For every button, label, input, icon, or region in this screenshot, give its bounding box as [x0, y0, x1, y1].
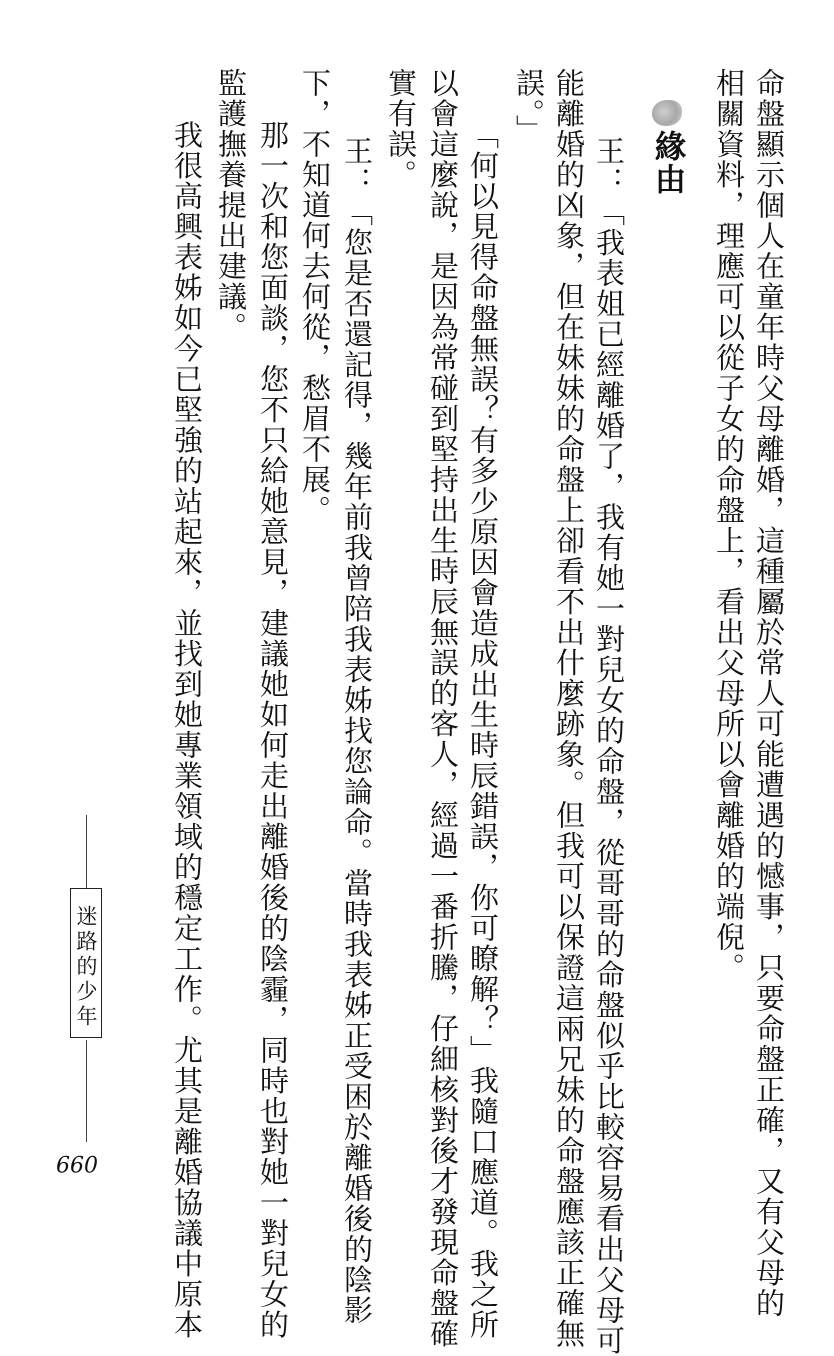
- running-title-rule-top: [86, 815, 87, 888]
- text-column-12: 監護撫養提出建議。: [214, 68, 248, 343]
- running-title-box: [70, 888, 102, 1038]
- text-column-13: 我很高興表姊如今已堅強的站起來，並找到她專業領域的穩定工作。尤其是離婚協議中原本: [170, 120, 204, 1340]
- section-heading: [644, 100, 688, 200]
- text-column-11: 那一次和您面談，您不只給她意見，建議她如何走出離婚後的陰霾，同時也對她一對兒女的: [256, 120, 290, 1340]
- text-column-4: 能離婚的凶象，但在妹妹的命盤上卻看不出什麼跡象。但我可以保證這兩兄妹的命盤應該正確無: [552, 68, 586, 1349]
- text-column-5: 誤。」: [512, 68, 546, 145]
- text-column-7: 以會這麼說，是因為常碰到堅持出生時辰無誤的客人，經過一番折騰，仔細核對後才發現命盤確: [426, 68, 460, 1349]
- page-number: 099: [56, 1150, 98, 1175]
- text-column-9: 王：「您是否還記得，幾年前我曾陪我表姊找您論命。當時我表姊正受困於離婚後的陰影: [340, 136, 374, 1326]
- text-column-10: 下，不知道何去何從，愁眉不展。: [298, 68, 332, 526]
- text-column-8: 實有誤。: [384, 68, 418, 190]
- heading-ornament-icon: [652, 100, 682, 126]
- text-column-1: 命盤顯示個人在童年時父母離婚，這種屬於常人可能遭遇的憾事，只要命盤正確，又有父母的: [752, 68, 786, 1319]
- text-column-3: 王：「我表姐已經離婚了，我有她一對兒女的命盤，從哥哥的命盤似乎比較容易看出父母可: [592, 136, 626, 1356]
- running-title-rule-bottom: [86, 1040, 87, 1142]
- section-heading-text: 緣由: [649, 130, 685, 196]
- running-title: 迷路的少年: [74, 905, 98, 1030]
- text-column-6: 「何以見得命盤無誤？有多少原因會造成出生時辰錯誤，你可瞭解？」我隨口應道。我之所: [466, 120, 500, 1340]
- text-column-2: 相關資料，理應可以從子女的命盤上，看出父母所以會離婚的端倪。: [712, 68, 746, 983]
